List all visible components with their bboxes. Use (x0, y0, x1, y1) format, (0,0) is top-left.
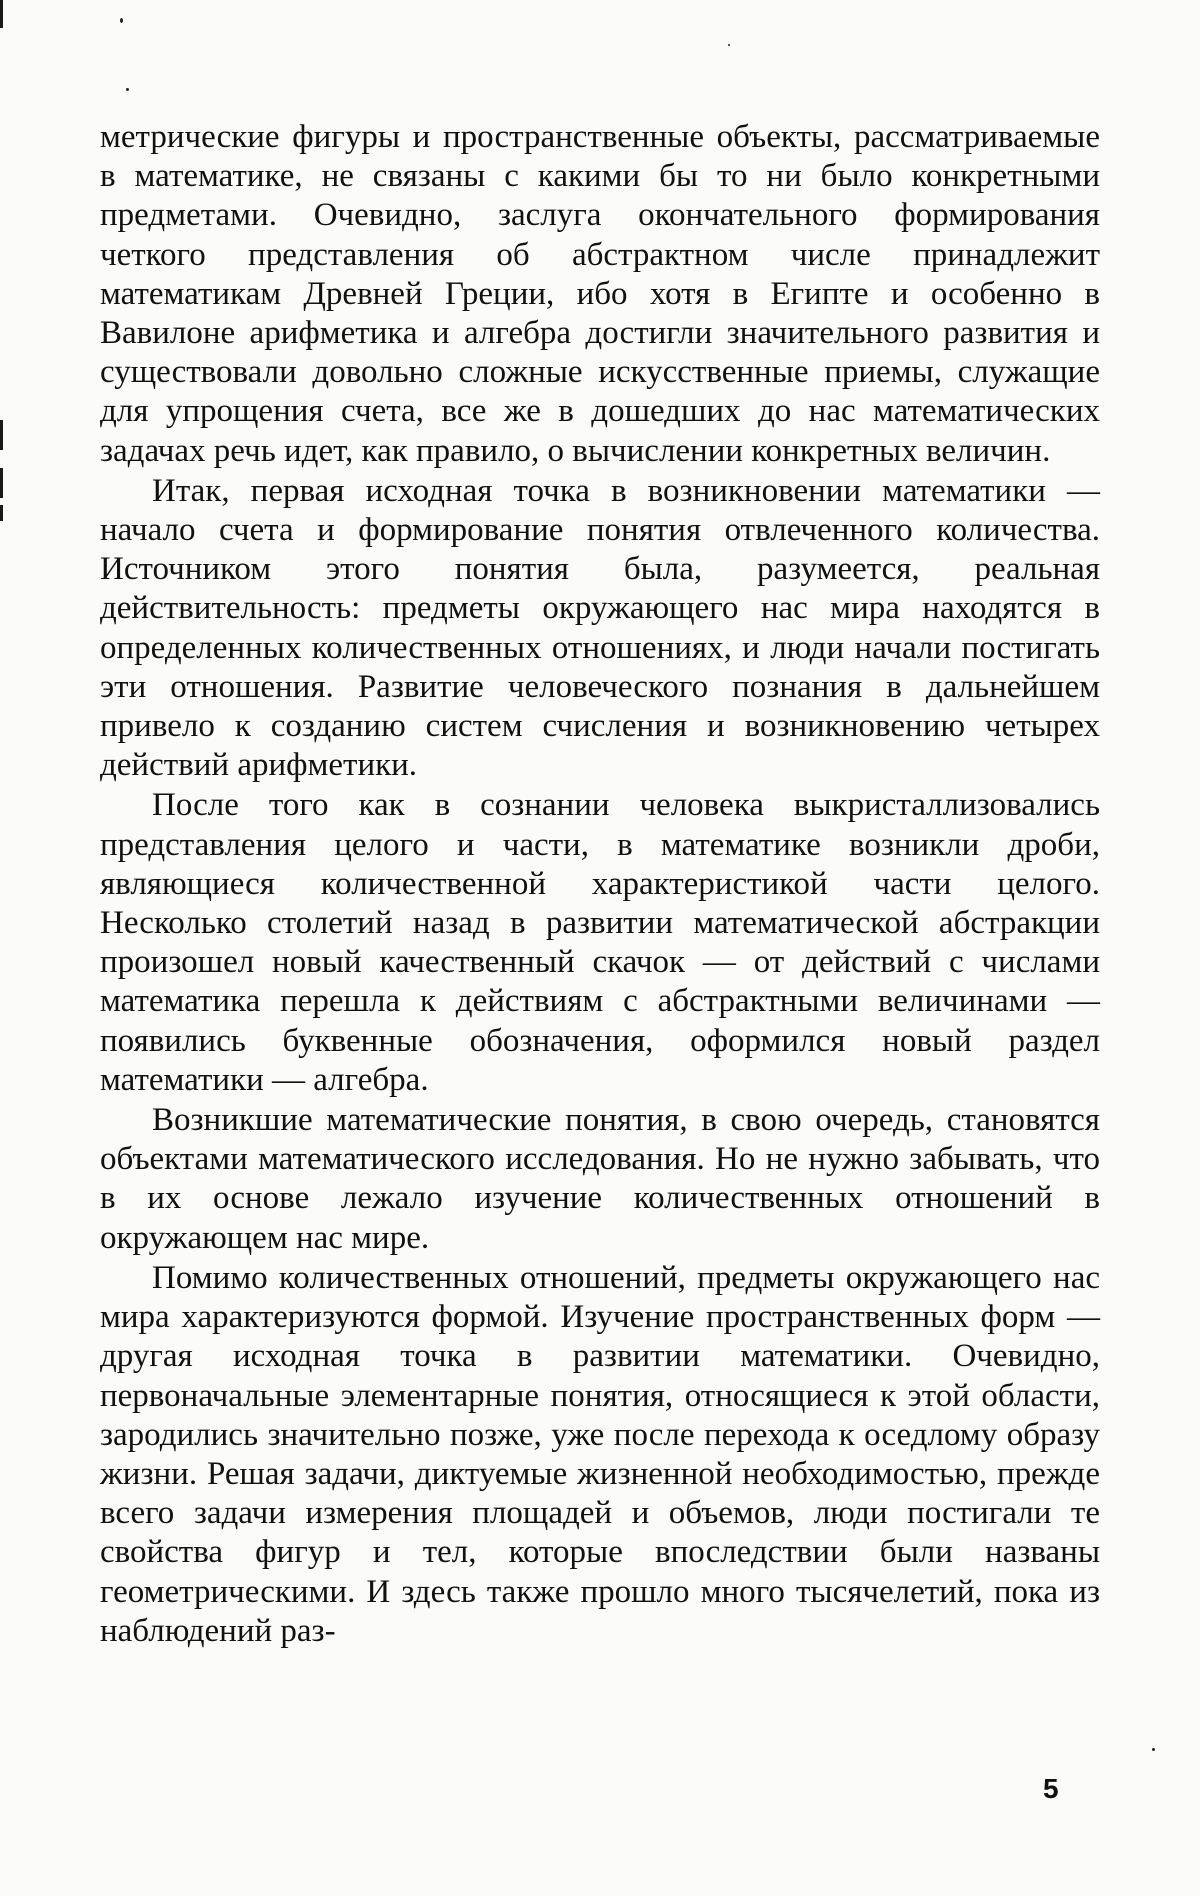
paragraph-3: После того как в сознании человека выкристаллизовались представления целого и части, в математике возникли дроби, являющиеся количественной характеристикой части целого. Несколько столетий назад в развитии математической абстракции произошел новый качественный скачок — от действий с числами математика перешла к действиям с абстрактными величинами — появились буквенные обозначения, оформился новый раздел математики — алгебра. (100, 787, 1100, 1098)
scan-speck (120, 18, 123, 23)
scan-speck (1152, 1748, 1155, 1751)
paragraph-1: метрические фигуры и пространственные объекты, рассматриваемые в математике, не связаны с какими бы то ни было конкретными предметами. Очевидно, заслуга окончательного формирования четкого представления об абстрактном числе принадлежит математикам Древней Греции, ибо хотя в Египте и особенно в Вавилоне арифметика и алгебра достигли значительного развития и существовали довольно сложные искусственные приемы, служащие для упрощения счета, все же в дошедших до нас математических задачах речь идет, как правило, о вычислении конкретных величин. (100, 119, 1100, 469)
scan-artifact-top (0, 0, 3, 28)
scan-artifact-left-1 (0, 420, 3, 450)
body-text (100, 118, 1100, 1652)
scan-speck (728, 44, 730, 46)
scan-speck (126, 88, 129, 91)
paragraph-4: Возникшие математические понятия, в свою очередь, становятся объектами математического исследования. Но не нужно забывать, что в их основе лежало изучение количественных отношений в окружающем нас мире. (100, 1102, 1100, 1256)
page-number: 5 (1043, 1773, 1059, 1804)
paragraph-5: Помимо количественных отношений, предметы окружающего нас мира характеризуются формой. Изучение пространственных форм — другая исходная точка в развитии математики. Очевидно, первоначальные элементарные понятия, относящиеся к этой области, зародились значительно позже, уже после перехода к оседлому образу жизни. Решая задачи, диктуемые жизненной необходимостью, прежде всего задачи измерения площадей и объемов, люди постигали те свойства фигур и тел, которые впоследствии были названы геометрическими. И здесь также прошло много тысячелетий, пока из наблюдений раз- (100, 1259, 1100, 1649)
paragraph-2: Итак, первая исходная точка в возникновении математики — начало счета и формирование понятия отвлеченного количества. Источником этого понятия была, разумеется, реальная действительность: предметы окружающего нас мира находятся в определенных количественных отношениях, и люди начали постигать эти отношения. Развитие человеческого познания в дальнейшем привело к созданию систем счисления и возникновению четырех действий арифметики. (100, 472, 1100, 784)
scan-artifact-left-3 (0, 505, 3, 521)
scan-artifact-left-2 (0, 468, 3, 498)
